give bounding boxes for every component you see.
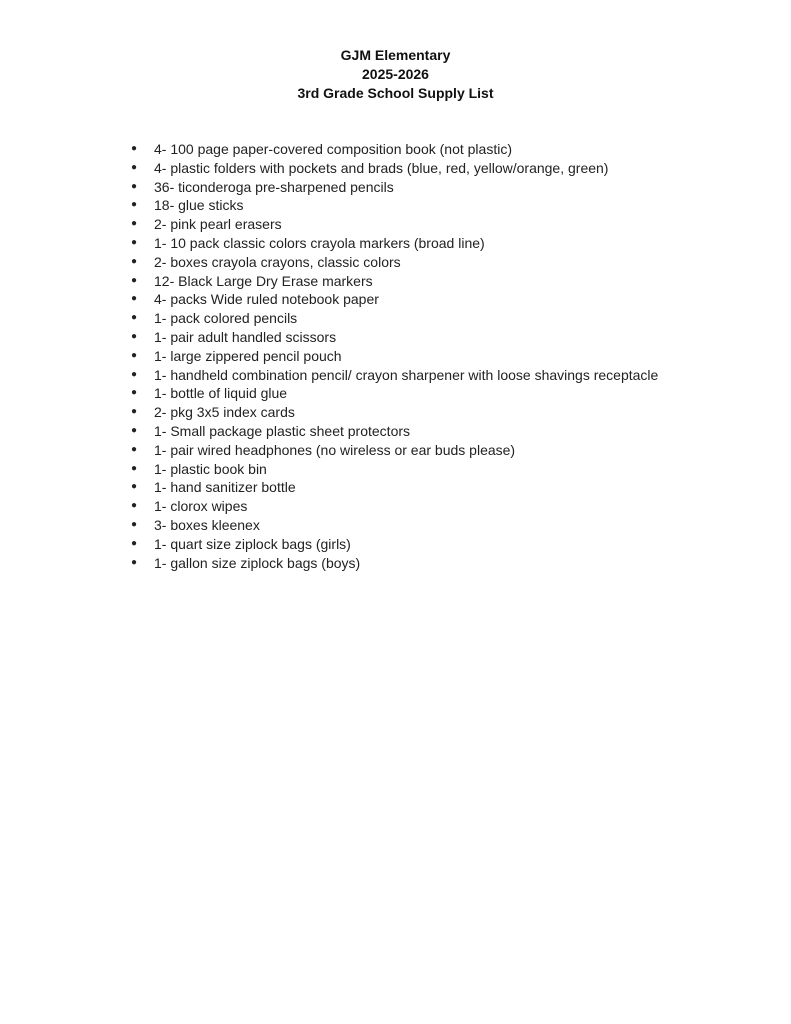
bullet-icon: ● (131, 330, 138, 342)
school-name: GJM Elementary (340, 47, 451, 63)
bullet-icon: ● (131, 218, 138, 230)
bullet-icon: ● (131, 387, 138, 399)
supply-list (131, 140, 751, 572)
bullet-icon: ● (131, 349, 138, 361)
list-item (131, 384, 751, 403)
bullet-icon: ● (131, 368, 138, 380)
list-item (131, 460, 751, 479)
bullet-icon: ● (131, 500, 138, 512)
list-item (131, 554, 751, 573)
bullet-icon: ● (131, 255, 138, 267)
bullet-icon: ● (131, 443, 138, 455)
list-item-text: 4- packs Wide ruled notebook paper (154, 291, 379, 308)
bullet-icon: ● (131, 462, 138, 474)
bullet-icon: ● (131, 406, 138, 418)
list-item-text: 1- clorox wipes (154, 498, 248, 515)
list-item-text: 1- Small package plastic sheet protectors (154, 422, 411, 439)
list-item-text: 12- Black Large Dry Erase markers (154, 272, 373, 289)
list-item (131, 215, 751, 234)
list-item-text: 4- plastic folders with pockets and brads (blue, red, yellow/orange, green) (154, 159, 609, 176)
list-item-text: 1- gallon size ziplock bags (boys) (154, 554, 361, 571)
list-item (131, 234, 751, 253)
bullet-icon: ● (131, 312, 138, 324)
list-item-text: 1- 10 pack classic colors crayola markers (broad line) (154, 234, 485, 251)
list-item (131, 441, 751, 460)
list-item-text: 3- boxes kleenex (154, 516, 260, 533)
bullet-icon: ● (131, 556, 138, 568)
list-item-text: 18- glue sticks (154, 197, 244, 214)
list-item-text: 1- bottle of liquid glue (154, 385, 288, 402)
bullet-icon: ● (131, 199, 138, 211)
list-item (131, 347, 751, 366)
list-title: 3rd Grade School Supply List (297, 85, 494, 101)
list-item (131, 422, 751, 441)
list-item (131, 535, 751, 554)
list-item-text: 2- pkg 3x5 index cards (154, 404, 295, 421)
list-item (131, 272, 751, 291)
bullet-icon: ● (131, 236, 138, 248)
bullet-icon: ● (131, 424, 138, 436)
list-item (131, 403, 751, 422)
list-item-text: 1- hand sanitizer bottle (154, 479, 296, 496)
list-item-text: 1- pair wired headphones (no wireless or ear buds please) (154, 441, 516, 458)
list-item-text: 2- boxes crayola crayons, classic colors (154, 253, 401, 270)
list-item-text: 1- large zippered pencil pouch (154, 347, 342, 364)
bullet-icon: ● (131, 161, 138, 173)
list-item-text: 1- handheld combination pencil/ crayon sharpener with loose shavings receptacle (154, 366, 659, 383)
bullet-icon: ● (131, 143, 138, 154)
list-item-text: 36- ticonderoga pre-sharpened pencils (154, 178, 394, 195)
list-item (131, 159, 751, 178)
list-item (131, 253, 751, 272)
list-item (131, 328, 751, 347)
school-year: 2025-2026 (362, 66, 429, 82)
list-item-text: 4- 100 page paper-covered composition book (not plastic) (154, 141, 512, 157)
list-item (131, 309, 751, 328)
list-item-text: 1- pair adult handled scissors (154, 328, 337, 345)
list-item (131, 140, 751, 159)
bullet-icon: ● (131, 537, 138, 549)
bullet-icon: ● (131, 180, 138, 192)
list-item (131, 366, 751, 385)
bullet-icon: ● (131, 518, 138, 530)
document-header (0, 46, 791, 103)
list-item-text: 1- quart size ziplock bags (girls) (154, 535, 351, 552)
list-item (131, 516, 751, 535)
list-item (131, 290, 751, 309)
bullet-icon: ● (131, 293, 138, 305)
list-item-text: 2- pink pearl erasers (154, 216, 282, 233)
list-item (131, 178, 751, 197)
list-item (131, 196, 751, 215)
bullet-icon: ● (131, 481, 138, 493)
list-item (131, 497, 751, 516)
list-item-text: 1- plastic book bin (154, 460, 267, 477)
bullet-icon: ● (131, 274, 138, 286)
list-item (131, 478, 751, 497)
list-item-text: 1- pack colored pencils (154, 310, 298, 327)
